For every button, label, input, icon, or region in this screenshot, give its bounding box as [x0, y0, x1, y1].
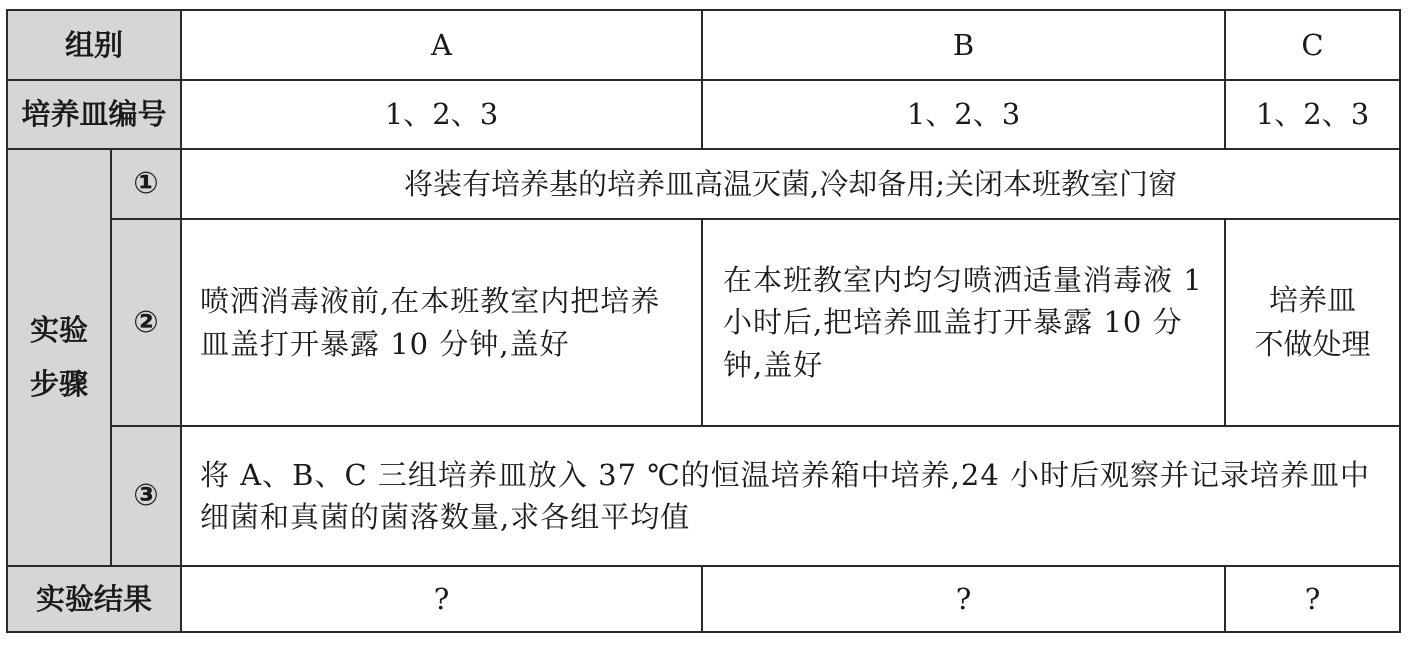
step-3-row — [7, 426, 1400, 566]
step-2-group-c-line2: 不做处理 — [1254, 326, 1371, 361]
dish-number-row — [7, 80, 1400, 149]
step-2-group-a: 喷洒消毒液前,在本班教室内把培养皿盖打开暴露 10 分钟,盖好 — [181, 219, 702, 426]
experiment-table — [6, 9, 1401, 633]
step-1-text: 将装有培养基的培养皿高温灭菌,冷却备用;关闭本班教室门窗 — [181, 149, 1400, 219]
step-3-marker: ③ — [111, 426, 181, 566]
step-1-marker: ① — [111, 149, 181, 219]
steps-label — [7, 149, 111, 566]
group-b-header: B — [702, 10, 1225, 80]
steps-label-line2: 步骤 — [29, 366, 88, 401]
result-b: ? — [702, 566, 1225, 632]
steps-label-line1: 实验 — [29, 312, 88, 347]
result-a: ? — [181, 566, 702, 632]
step-2-group-c-line1: 培养皿 — [1269, 283, 1357, 317]
dish-number-b: 1、2、3 — [702, 80, 1225, 149]
step-2-row — [7, 219, 1400, 426]
step-3-text: 将 A、B、C 三组培养皿放入 37 ℃的恒温培养箱中培养,24 小时后观察并记录培养皿中细菌和真菌的菌落数量,求各组平均值 — [181, 426, 1400, 566]
dish-number-label: 培养皿编号 — [7, 80, 181, 149]
header-row — [7, 10, 1400, 80]
step-2-marker: ② — [111, 219, 181, 426]
step-2-group-c — [1225, 219, 1400, 426]
result-label: 实验结果 — [7, 566, 181, 632]
dish-number-a: 1、2、3 — [181, 80, 702, 149]
step-2-group-b: 在本班教室内均匀喷洒适量消毒液 1 小时后,把培养皿盖打开暴露 10 分钟,盖好 — [702, 219, 1225, 426]
group-c-header: C — [1225, 10, 1400, 80]
step-1-row — [7, 149, 1400, 219]
result-row — [7, 566, 1400, 632]
result-c: ? — [1225, 566, 1400, 632]
dish-number-c: 1、2、3 — [1225, 80, 1400, 149]
group-a-header: A — [181, 10, 702, 80]
experiment-table-wrapper — [6, 9, 1401, 633]
group-header-label: 组别 — [7, 10, 181, 80]
